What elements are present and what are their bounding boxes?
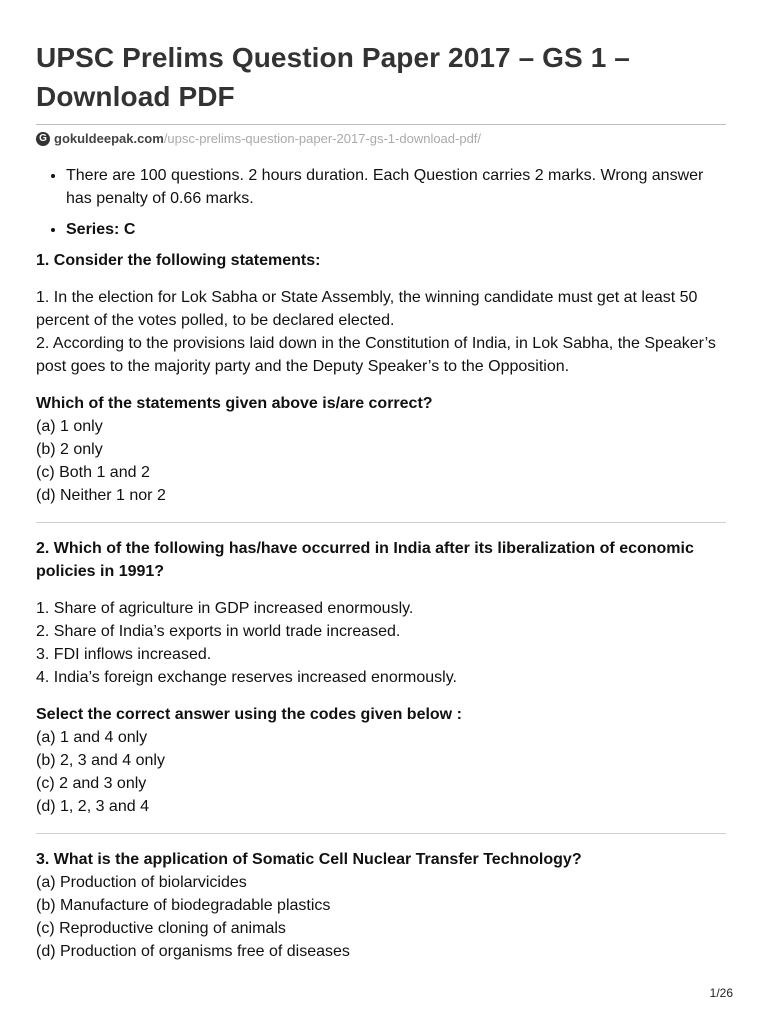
intro-item: • There are 100 questions. 2 hours duration. Each Question carries 2 marks. Wrong answer has penalty of 0.66 marks. xyxy=(66,164,726,210)
question-2-statement: 4. India’s foreign exchange reserves increased enormously. xyxy=(36,669,457,686)
title-divider xyxy=(36,124,726,125)
question-1-statement: 2. According to the provisions laid down in the Constitution of India, in Lok Sabha, the Speaker’s post goes to the majority party and the Deputy Speaker’s to the Opposition. xyxy=(36,335,716,375)
source-domain[interactable]: gokuldeepak.com xyxy=(54,131,164,146)
question-2-option: (c) 2 and 3 only xyxy=(36,775,147,792)
question-2-option: (b) 2, 3 and 4 only xyxy=(36,752,165,769)
question-1-heading: 1. Consider the following statements: xyxy=(36,252,321,269)
question-3-option: (c) Reproductive cloning of animals xyxy=(36,920,286,937)
question-1-statement: 1. In the election for Lok Sabha or State Assembly, the winning candidate must get at least 50 percent of the votes polled, to be declared elected. xyxy=(36,289,698,329)
question-divider xyxy=(36,522,726,523)
question-2-statement: 2. Share of India’s exports in world trade increased. xyxy=(36,623,401,640)
source-path[interactable]: /upsc-prelims-question-paper-2017-gs-1-download-pdf/ xyxy=(163,131,482,146)
intro-item: • Series: C xyxy=(66,218,726,241)
question-1-option: (a) 1 only xyxy=(36,418,103,435)
question-3-option: (d) Production of organisms free of diseases xyxy=(36,943,350,960)
intro-list xyxy=(36,164,726,241)
question-3-option: (a) Production of biolarvicides xyxy=(36,874,247,891)
question-1-option: (b) 2 only xyxy=(36,441,103,458)
page-number: 1/26 xyxy=(709,986,733,1000)
question-2-option: (d) 1, 2, 3 and 4 xyxy=(36,798,149,815)
question-2-statement: 3. FDI inflows increased. xyxy=(36,646,212,663)
question-1-option: (c) Both 1 and 2 xyxy=(36,464,150,481)
source-line xyxy=(36,130,726,148)
question-divider xyxy=(36,833,726,834)
page-title: UPSC Prelims Question Paper 2017 – GS 1 – Download PDF xyxy=(36,42,630,112)
question-3-option: (b) Manufacture of biodegradable plastics xyxy=(36,897,331,914)
question-1-prompt: Which of the statements given above is/are correct? xyxy=(36,395,433,412)
question-1-option: (d) Neither 1 nor 2 xyxy=(36,487,166,504)
question-3-heading: 3. What is the application of Somatic Cell Nuclear Transfer Technology? xyxy=(36,851,582,868)
question-2-prompt: Select the correct answer using the codes given below : xyxy=(36,706,462,723)
question-2-heading: 2. Which of the following has/have occurred in India after its liberalization of economic policies in 1991? xyxy=(36,540,694,580)
site-logo-icon: G xyxy=(36,132,50,146)
document-page xyxy=(36,38,726,963)
question-2-statement: 1. Share of agriculture in GDP increased enormously. xyxy=(36,600,414,617)
question-2-option: (a) 1 and 4 only xyxy=(36,729,148,746)
